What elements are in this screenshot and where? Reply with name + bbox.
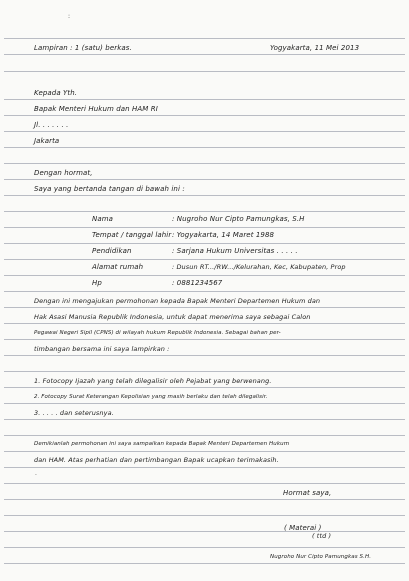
paper-mark: : — [68, 13, 71, 20]
recipient-line-1: Kepada Yth. — [34, 89, 78, 97]
intro-line: Saya yang bertanda tangan di bawah ini : — [34, 185, 185, 193]
ruled-line — [4, 211, 405, 212]
ruled-line — [4, 163, 405, 164]
ruled-line — [4, 71, 405, 72]
identity-value: : Dusun RT.../RW.../Kelurahan, Kec, Kabupaten, Prop — [172, 263, 346, 271]
ruled-line — [4, 291, 405, 292]
closing-line-1: Demikianlah permohonan ini saya sampaikan kepada Bapak Menteri Departemen Hukum — [34, 441, 290, 447]
ruled-line — [4, 339, 405, 340]
ruled-line — [4, 38, 405, 39]
ruled-line — [4, 531, 405, 532]
identity-label: Nama — [92, 215, 114, 223]
identity-label: Pendidikan — [92, 247, 132, 255]
body-line-1: Dengan ini mengajukan permohonan kepada Bapak Menteri Departemen Hukum dan — [34, 297, 321, 305]
ruled-line — [4, 243, 405, 244]
materai-label: ( Materai ) — [284, 524, 322, 532]
identity-label: Hp — [92, 279, 102, 287]
ruled-line — [4, 563, 405, 564]
body-line-4: timbangan bersama ini saya lampirkan : — [34, 345, 170, 353]
ruled-line — [4, 131, 405, 132]
body-line-2: Hak Asasi Manusia Republik Indonesia, untuk dapat menerima saya sebagai Calon — [34, 313, 311, 321]
ruled-line — [4, 227, 405, 228]
ruled-line — [4, 515, 405, 516]
ruled-line — [4, 307, 405, 308]
identity-value: : Nugroho Nur Cipto Pamungkas, S.H — [172, 215, 305, 223]
ruled-line — [4, 259, 405, 260]
body-line-3: Pegawai Negeri Sipil (CPNS) di wilayah hukum Republik Indonesia. Sebagai bahan per- — [34, 330, 281, 336]
salutation: Dengan hormat, — [34, 169, 93, 177]
attachment-item: 1. Fotocopy Ijazah yang telah dilegalisir oleh Pejabat yang berwenang. — [34, 377, 272, 385]
signature-name: Nugroho Nur Cipto Pamungkas S.H. — [270, 554, 372, 560]
ruled-line — [4, 419, 405, 420]
ruled-line — [4, 195, 405, 196]
recipient-line-2: Bapak Menteri Hukum dan HAM RI — [34, 105, 158, 113]
ruled-line — [4, 403, 405, 404]
attachment-item: 3. . . . . dan seterusnya. — [34, 409, 114, 417]
ruled-line — [4, 499, 405, 500]
ruled-line — [4, 179, 405, 180]
recipient-line-4: Jakarta — [34, 137, 60, 145]
ruled-line — [4, 355, 405, 356]
place-date: Yogyakarta, 11 Mei 2013 — [270, 44, 360, 52]
ruled-line — [4, 547, 405, 548]
recipient-line-3: Jl. . . . . . . — [34, 121, 69, 129]
ruled-line — [4, 467, 405, 468]
regards: Hormat saya, — [283, 489, 332, 497]
ruled-line — [4, 323, 405, 324]
closing-line-2: dan HAM. Atas perhatian dan pertimbangan Bapak ucapkan terimakasih. — [34, 456, 279, 464]
ruled-line — [4, 54, 405, 55]
ruled-line — [4, 483, 405, 484]
paper-mark: · — [35, 472, 37, 479]
ttd-label: ( ttd ) — [312, 532, 332, 540]
ruled-line — [4, 147, 405, 148]
ruled-line — [4, 371, 405, 372]
identity-label: Tempat / tanggal lahir — [92, 231, 172, 239]
attachment-item: 2. Fotocopy Surat Keterangan Kepolisian yang masih berlaku dan telah dilegalisir. — [34, 394, 268, 400]
lampiran-line: Lampiran : 1 (satu) berkas. — [34, 44, 132, 52]
ruled-line — [4, 435, 405, 436]
ruled-line — [4, 451, 405, 452]
ruled-line — [4, 387, 405, 388]
ruled-line — [4, 99, 405, 100]
identity-value: : Sarjana Hukum Universitas . . . . . — [172, 247, 298, 255]
identity-value: : Yogyakarta, 14 Maret 1988 — [172, 231, 275, 239]
ruled-line — [4, 115, 405, 116]
ruled-line — [4, 275, 405, 276]
identity-value: : 0881234567 — [172, 279, 223, 287]
identity-label: Alamat rumah — [92, 263, 144, 271]
